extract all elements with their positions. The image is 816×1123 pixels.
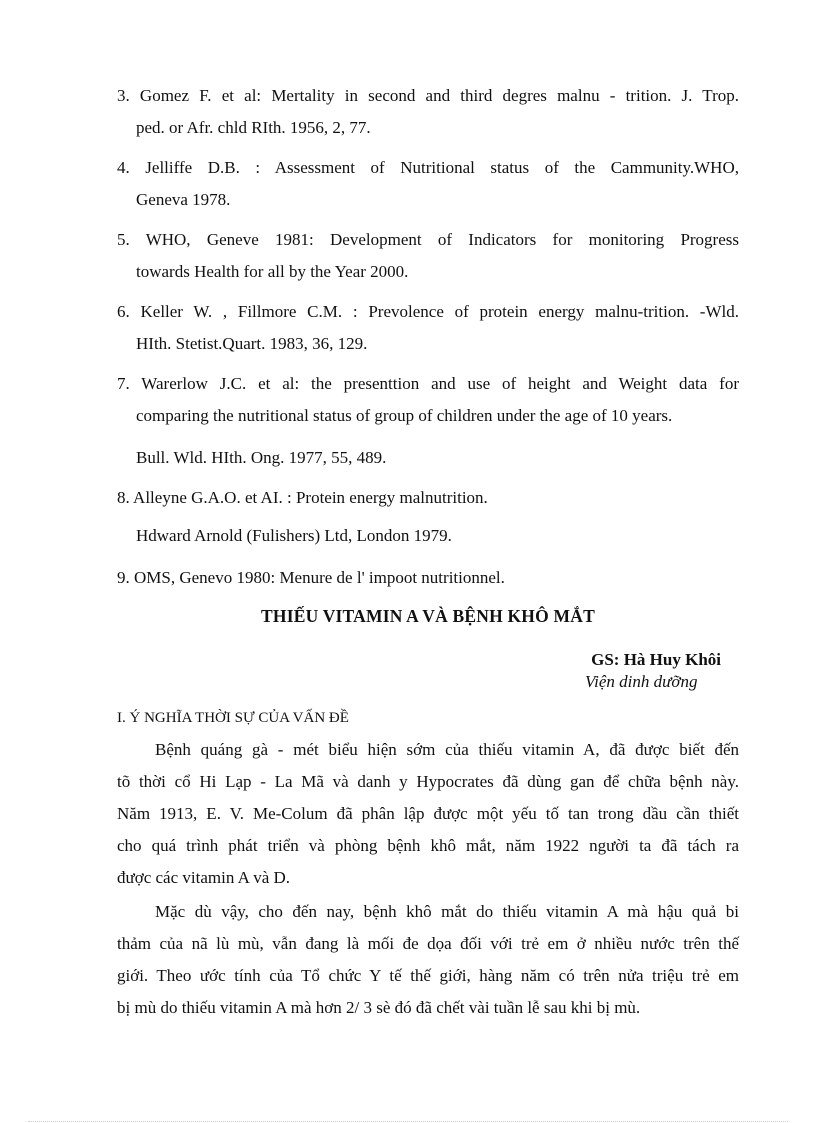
paragraph-line: được các vitamin A và D. — [117, 868, 291, 887]
paragraph-line: giới. Theo ước tính của Tổ chức Y tế thế giới, hàng năm có trên nửa triệu trẻ em — [117, 966, 739, 985]
article-title: THIẾU VITAMIN A VÀ BỆNH KHÔ MẮT — [261, 606, 595, 626]
reference-4 — [117, 152, 739, 216]
paragraph-1 — [117, 734, 739, 894]
reference-line: ped. or Afr. chld RIth. 1956, 2, 77. — [136, 118, 371, 137]
reference-7 — [117, 368, 739, 474]
reference-line: 4. Jelliffe D.B. : Assessment of Nutritional status of the Cammunity.WHO, — [117, 158, 739, 177]
reference-line: Bull. Wld. HIth. Ong. 1977, 55, 489. — [136, 448, 387, 467]
reference-line: comparing the nutritional status of group of children under the age of 10 years. — [136, 406, 673, 425]
reference-6 — [117, 296, 739, 360]
paragraph-line: Bệnh quáng gà - mét biểu hiện sớm của thiếu vitamin A, đã được biết đến — [155, 740, 739, 759]
reference-8 — [117, 482, 739, 552]
paragraph-line: bị mù do thiếu vitamin A mà hơn 2/ 3 sè đó đã chết vài tuần lễ sau khi bị mù. — [117, 998, 641, 1017]
reference-line: Geneva 1978. — [136, 190, 231, 209]
reference-line: 3. Gomez F. et al: Mertality in second and third degres malnu - trition. J. Trop. — [117, 86, 739, 105]
reference-5 — [117, 224, 739, 288]
paragraph-2 — [117, 896, 739, 1024]
paragraph-line: tõ thời cổ Hi Lạp - La Mã và danh y Hypocrates đã dùng gan để chữa bệnh này. — [117, 772, 739, 791]
reference-line: towards Health for all by the Year 2000. — [136, 262, 409, 281]
article-author: GS: Hà Huy Khôi — [591, 650, 721, 669]
paragraph-line: cho quá trình phát triển và phòng bệnh khô mắt, năm 1922 người ta đã tách ra — [117, 836, 739, 855]
article-affiliation: Viện dinh dưỡng — [585, 672, 698, 691]
page-bottom-rule — [28, 1121, 788, 1122]
paragraph-line: thảm của nã lù mù, vẫn đang là mối đe dọa đối với trẻ em ở nhiều nước trên thế — [117, 934, 739, 953]
reference-line: 8. Alleyne G.A.O. et AI. : Protein energy malnutrition. — [117, 488, 488, 507]
reference-line: HIth. Stetist.Quart. 1983, 36, 129. — [136, 334, 368, 353]
reference-line: 6. Keller W. , Fillmore C.M. : Prevolence of protein energy malnu-trition. -Wld. — [117, 302, 739, 321]
section-heading: I. Ý NGHĨA THỜI SỰ CỦA VẤN ĐỀ — [117, 710, 349, 726]
reference-line: Hdward Arnold (Fulishers) Ltd, London 1979. — [136, 526, 452, 545]
paragraph-line: Mặc dù vậy, cho đến nay, bệnh khô mắt do thiếu vitamin A mà hậu quả bi — [155, 902, 739, 921]
reference-line: 5. WHO, Geneve 1981: Development of Indicators for monitoring Progress — [117, 230, 739, 249]
reference-9 — [117, 562, 739, 594]
paragraph-line: Năm 1913, E. V. Me-Colum đã phân lập được một yếu tố tan trong dầu cần thiết — [117, 804, 739, 823]
reference-3 — [117, 80, 739, 144]
reference-line: 9. OMS, Genevo 1980: Menure de l' impoot nutritionnel. — [117, 568, 505, 587]
reference-line: 7. Warerlow J.C. et al: the presenttion and use of height and Weight data for — [117, 374, 739, 393]
